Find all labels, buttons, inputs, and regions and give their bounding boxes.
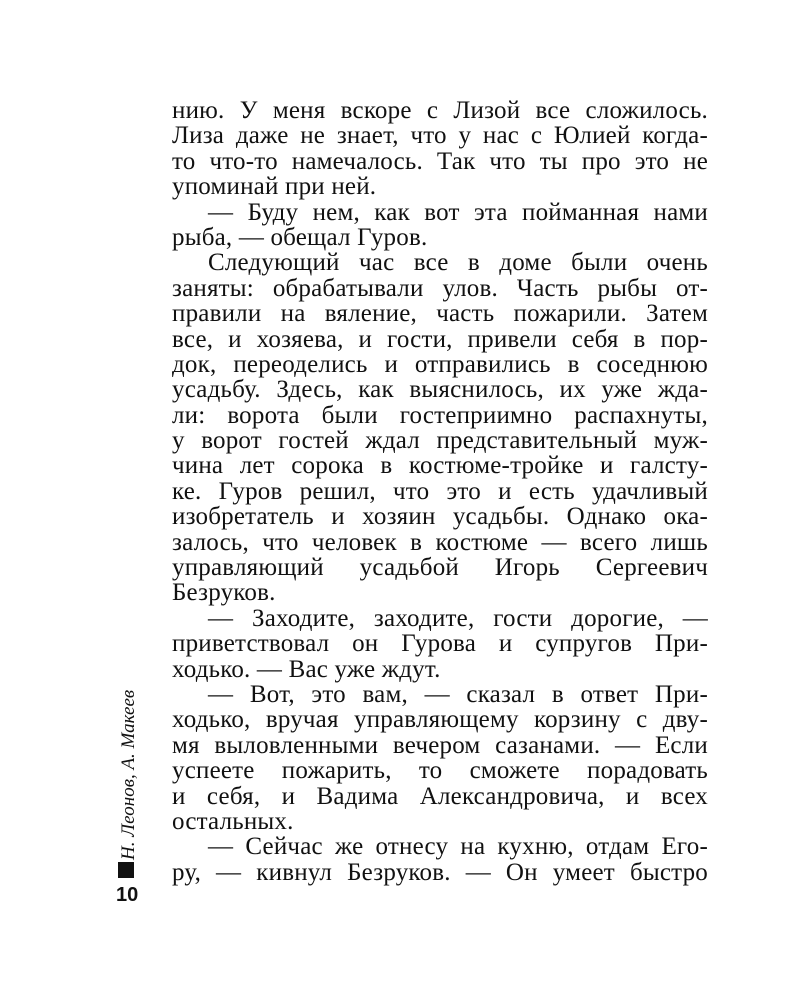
text-line: заняты: обрабатывали улов. Часть рыбы от- bbox=[172, 274, 708, 302]
text-line: Следующий час все в доме были очень bbox=[208, 249, 708, 277]
text-line: ходько, вручая управляющему корзину с дву- bbox=[172, 706, 708, 734]
text-line: — Заходите, заходите, гости дорогие, — bbox=[208, 604, 708, 632]
text-line: — Вот, это вам, — сказал в ответ При- bbox=[208, 680, 708, 708]
text-line: изобретатель и хозяин усадьбы. Однако ока- bbox=[172, 503, 708, 531]
text-line: нию. У меня вскоре с Лизой все сложилось. bbox=[172, 97, 708, 124]
text-line: ке. Гуров решил, что это и есть удачливый bbox=[172, 477, 708, 505]
text-line: Безруков. bbox=[172, 579, 276, 607]
text-line: чина лет сорока в костюме-тройке и галсту- bbox=[172, 452, 708, 480]
text-line: все, и хозяева, и гости, привели себя в пор- bbox=[172, 325, 708, 353]
text-line: приветствовал он Гурова и супругов При- bbox=[172, 630, 708, 658]
text-line: — Буду нем, как вот эта пойманная нами bbox=[208, 198, 708, 226]
text-line: — Сейчас же отнесу на кухню, отдам Его- bbox=[208, 833, 708, 861]
text-line: остальных. bbox=[172, 807, 294, 835]
text-line: док, переоделись и отправились в соседнюю bbox=[172, 350, 708, 378]
text-line: ру, — кивнул Безруков. — Он умеет быстро bbox=[172, 858, 708, 886]
text-line: у ворот гостей ждал представительный муж- bbox=[172, 427, 708, 455]
text-line: и себя, и Вадима Александровича, и всех bbox=[172, 782, 708, 810]
text-line: мя выловленными вечером сазанами. — Если bbox=[172, 731, 708, 759]
text-line: упоминай при ней. bbox=[172, 173, 377, 201]
text-line: успеете пожарить, то сможете порадовать bbox=[172, 757, 708, 785]
text-line: управляющий усадьбой Игорь Сергеевич bbox=[172, 554, 708, 582]
text-line: рыба, — обещал Гуров. bbox=[172, 223, 428, 251]
running-head-authors: Н. Леонов, А. Макеев bbox=[118, 689, 139, 860]
text-line: то что-то намечалось. Так что ты про это не bbox=[172, 147, 708, 175]
black-square-marker bbox=[118, 862, 134, 878]
body-text bbox=[172, 98, 708, 885]
page-number: 10 bbox=[116, 884, 139, 906]
text-line: ходько. — Вас уже ждут. bbox=[172, 655, 441, 683]
text-line: правили на вяление, часть пожарили. Затем bbox=[172, 300, 708, 328]
text-line: усадьбу. Здесь, как выяснилось, их уже жда- bbox=[172, 376, 708, 404]
text-line: ли: ворота были гостеприимно распахнуты, bbox=[172, 401, 708, 429]
text-line: залось, что человек в костюме — всего лишь bbox=[172, 528, 708, 556]
text-line: Лиза даже не знает, что у нас с Юлией когда- bbox=[172, 122, 708, 150]
